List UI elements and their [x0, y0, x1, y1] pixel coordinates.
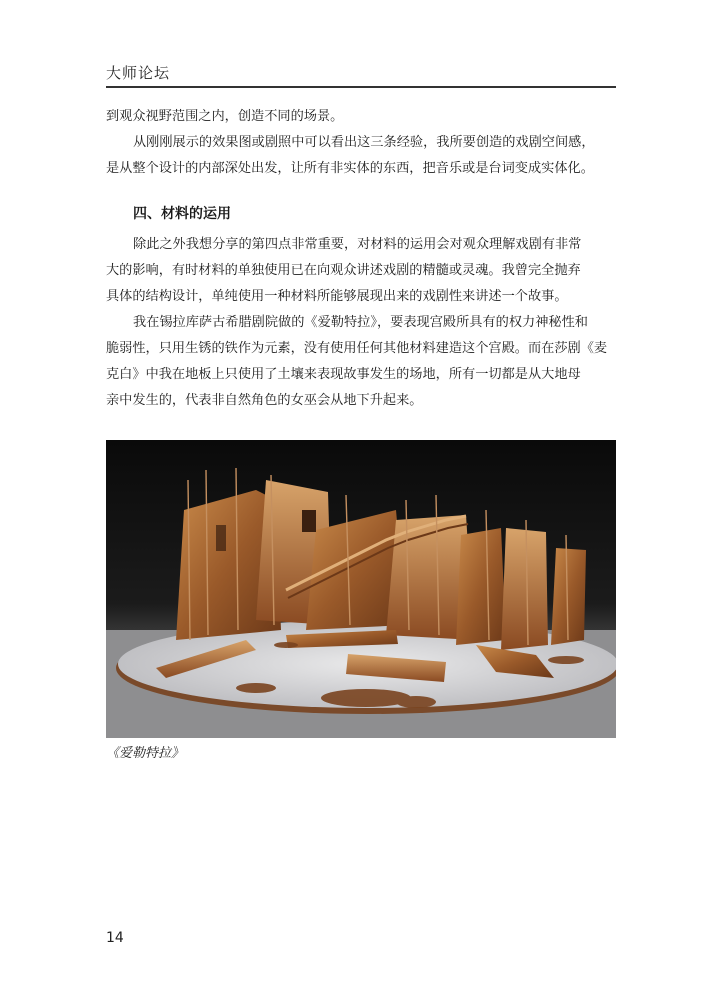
page-number: 14: [106, 930, 124, 946]
paragraph-line: 脆弱性，只用生锈的铁作为元素，没有使用任何其他材料建造这个宫殿。而在莎剧《麦: [106, 341, 608, 356]
paragraph-line: 除此之外我想分享的第四点非常重要，对材料的运用会对观众理解戏剧有非常: [133, 237, 582, 252]
paragraph-1: [106, 104, 618, 130]
stage-design-photo: [106, 440, 616, 738]
running-header: 大师论坛: [106, 64, 171, 82]
paragraph-line: 到观众视野范围之内，创造不同的场景。: [106, 109, 344, 124]
header-rule: [106, 86, 616, 88]
paragraph-line: 从刚刚展示的效果图或剧照中可以看出这三条经验，我所要创造的戏剧空间感，: [133, 135, 595, 150]
paragraph-line: 是从整个设计的内部深处出发，让所有非实体的东西，把音乐或是台词变成实体化。: [106, 161, 594, 176]
paragraph-4: [106, 310, 618, 414]
section-heading: 四、材料的运用: [133, 206, 231, 222]
stage-model-illustration: [106, 440, 616, 738]
paragraph-line: 大的影响，有时材料的单独使用已在向观众讲述戏剧的精髓或灵魂。我曾完全抛弃: [106, 263, 581, 278]
paragraph-3: [106, 232, 618, 310]
paragraph-line: 克白》中我在地板上只使用了土壤来表现故事发生的场地，所有一切都是从大地母: [106, 367, 581, 382]
paragraph-2: [106, 130, 618, 182]
paragraph-line: 具体的结构设计，单纯使用一种材料所能够展现出来的戏剧性来讲述一个故事。: [106, 289, 568, 304]
paragraph-line: 我在锡拉库萨古希腊剧院做的《爱勒特拉》，要表现宫殿所具有的权力神秘性和: [133, 315, 588, 330]
paragraph-line: 亲中发生的，代表非自然角色的女巫会从地下升起来。: [106, 393, 423, 408]
figure-caption: 《爱勒特拉》: [106, 746, 185, 761]
